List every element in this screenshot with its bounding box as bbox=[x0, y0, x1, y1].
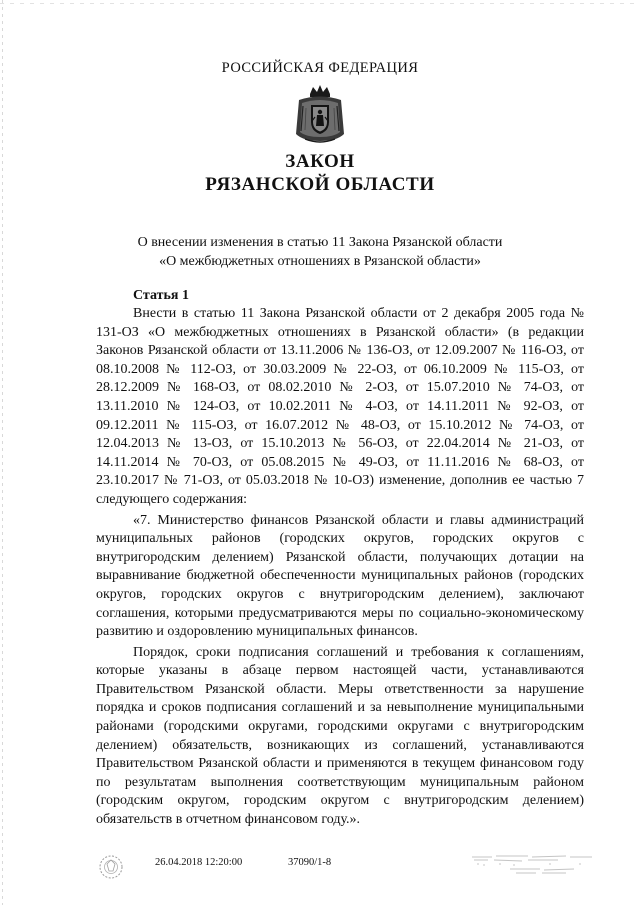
article-heading: Статья 1 bbox=[133, 288, 189, 303]
registration-stamp-icon bbox=[470, 851, 595, 881]
scan-edge-left bbox=[2, 0, 3, 905]
law-subject-line-1: О внесении изменения в статью 11 Закона Рязанской области bbox=[137, 235, 503, 250]
footer-date: 26.04.2018 12:20:00 bbox=[155, 857, 243, 868]
law-subject-line-2: «О межбюджетных отношениях в Рязанской области» bbox=[159, 254, 481, 269]
scan-edge-top bbox=[0, 3, 640, 4]
law-title-line-1: ЗАКОН bbox=[285, 151, 355, 172]
seal-icon bbox=[98, 853, 124, 883]
article-paragraph: «7. Министерство финансов Рязанской области и главы администраций муниципальных районов (городских округов, городских округов с внутригородским делением) Рязанской области, получающих дотации на выравнивание бюджетной обеспеченности муниципальных районов (городских округов, городских округов с внутригородским делением), заключают соглашения, которыми предусматриваются меры по социально-экономическому развитию и оздоровлению муниципальных финансов. bbox=[96, 512, 584, 640]
country-header: РОССИЙСКАЯ ФЕДЕРАЦИЯ bbox=[221, 60, 419, 76]
law-title-line-2: РЯЗАНСКОЙ ОБЛАСТИ bbox=[205, 174, 435, 195]
article-body bbox=[96, 305, 584, 830]
article-paragraph: Внести в статью 11 Закона Рязанской области от 2 декабря 2005 года № 131-ОЗ «О межбюджетных отношениях в Рязанской области» (в редакции Законов Рязанской области от 13.11.2006 № 136-ОЗ, от 12.09.2007 № 116-ОЗ, от 08.10.2008 № 112-ОЗ, от 30.03.2009 № 22-ОЗ, от 06.10.2009 № 115-ОЗ, от 28.12.2009 № 168-ОЗ, от 08.02.2010 № 2-ОЗ, от 15.07.2010 № 74-ОЗ, от 13.11.2010 № 124-ОЗ, от 10.02.2011 № 4-ОЗ, от 14.11.2011 № 92-ОЗ, от 09.12.2011 № 115-ОЗ, от 16.07.2012 № 48-ОЗ, от 15.10.2012 № 74-ОЗ, от 12.04.2013 № 13-ОЗ, от 15.10.2013 № 56-ОЗ, от 22.04.2014 № 21-ОЗ, от 14.11.2014 № 70-ОЗ, от 05.08.2015 № 49-ОЗ, от 11.11.2016 № 68-ОЗ, от 23.10.2017 № 71-ОЗ, от 05.03.2018 № 10-ОЗ) изменение, дополнив ее частью 7 следующего содержания: bbox=[96, 306, 584, 507]
footer-code: 37090/1-8 bbox=[288, 857, 332, 868]
coat-of-arms-icon bbox=[293, 84, 347, 146]
article-paragraph: Порядок, сроки подписания соглашений и требования к соглашениям, которые указаны в абзаце первом настоящей части, устанавливаются Правительством Рязанской области. Меры ответственности за нарушение порядка и сроков подписания соглашений и за невыполнение муниципальными районами (городскими округами, городскими округами с внутригородским делением) обязательств, возникающих из соглашений, устанавливаются Правительством Рязанской области и применяются в текущем финансовом году по результатам выполнения соответствующим муниципальным районом (городским округом, городским округом с внутригородским делением) обязательств в отчетном финансовом году.». bbox=[96, 644, 584, 828]
